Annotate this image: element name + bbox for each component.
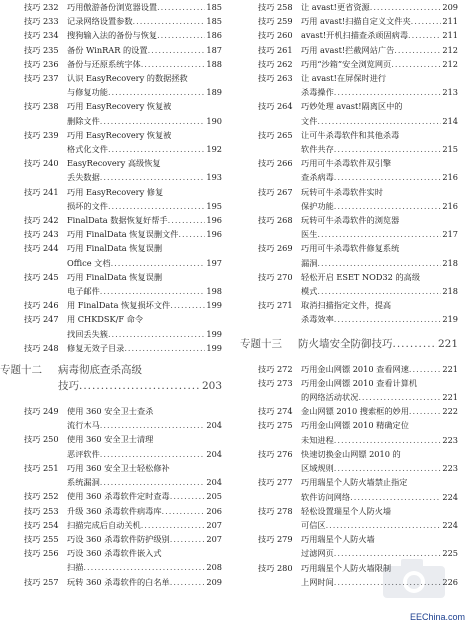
- toc-entry[interactable]: [258, 241, 458, 269]
- tip-title: 未知进程: [301, 434, 334, 445]
- page-number: 204: [206, 448, 222, 459]
- toc-entry[interactable]: [24, 57, 222, 71]
- page-number: 223: [442, 434, 458, 445]
- dot-leader: [317, 227, 441, 241]
- page-number: 215: [442, 144, 458, 155]
- dot-leader: [168, 213, 206, 227]
- left-column: [0, 0, 222, 589]
- tip-title: 杀毒操作: [301, 87, 334, 98]
- tip-number: 技巧 262: [258, 58, 293, 69]
- tip-number: 技巧 236: [24, 58, 59, 69]
- tip-number: 技巧 276: [258, 448, 293, 459]
- tip-title: 快速切换金山网镖 2010 的: [301, 448, 401, 459]
- page-number: 207: [206, 519, 222, 530]
- dot-leader: [133, 14, 206, 28]
- tip-title: 扫描: [67, 562, 84, 573]
- tip-title: 轻松设置瑞星个人防火墙: [301, 505, 392, 516]
- dot-leader: [100, 114, 206, 128]
- tip-title: 巧用 FinalData 恢复误删文件: [67, 229, 179, 240]
- tip-number: 技巧 272: [258, 363, 293, 374]
- toc-entry[interactable]: [24, 28, 222, 42]
- tip-title: 上网时间: [301, 576, 334, 587]
- dot-leader: [100, 418, 206, 432]
- dot-leader: [326, 518, 442, 532]
- tip-number: 技巧 273: [258, 377, 293, 388]
- page-number: 206: [206, 505, 222, 516]
- tip-number: 技巧 259: [258, 16, 293, 27]
- dot-leader: [409, 362, 441, 376]
- page-number: 205: [206, 491, 222, 502]
- page-number: 218: [442, 257, 458, 268]
- tip-number: 技巧 260: [258, 30, 293, 41]
- page-number: 195: [206, 200, 222, 211]
- toc-entry[interactable]: [24, 489, 222, 503]
- chapter-heading-12[interactable]: [0, 357, 222, 400]
- tip-number: 技巧 245: [24, 271, 59, 282]
- tip-number: 技巧 248: [24, 342, 59, 353]
- tip-number: 技巧 264: [258, 101, 293, 112]
- tip-title: 巧用 FinalData 恢复误删: [67, 243, 163, 254]
- tip-title: 与修复功能: [67, 87, 108, 98]
- page-number: 188: [206, 58, 222, 69]
- toc-entry[interactable]: [258, 213, 458, 241]
- tip-title: 备份与还原系统字体: [67, 58, 141, 69]
- toc-entry[interactable]: [24, 185, 222, 213]
- toc-entry[interactable]: [24, 156, 222, 184]
- chapter-label: 专题十三: [240, 337, 282, 350]
- tip-title: 玩转 360 杀毒软件的白名单: [67, 576, 170, 587]
- tip-title: 丢失数据: [67, 172, 100, 183]
- tips-list-right-top: [258, 0, 458, 327]
- dot-leader: [370, 0, 442, 14]
- tip-title: 巧用傲游备份浏览器设置: [67, 2, 158, 12]
- toc-entry[interactable]: [258, 128, 458, 156]
- tip-number: 技巧 255: [24, 533, 59, 544]
- tip-title: 巧用可牛杀毒软件双引擎: [301, 158, 392, 169]
- page-number: 216: [442, 172, 458, 183]
- toc-entry[interactable]: [24, 14, 222, 28]
- tip-title: 巧设 360 杀毒软件嵌入式: [67, 548, 162, 559]
- dot-leader: [111, 256, 206, 270]
- tip-number: 技巧 240: [24, 158, 59, 169]
- tip-title: 巧用金山网镖 2010 查看网速: [301, 363, 409, 374]
- tip-title: 可信区: [301, 519, 326, 530]
- dot-leader: [317, 114, 441, 128]
- page-number: 216: [442, 200, 458, 211]
- tip-title: FinalData 数据恢复好帮手: [67, 215, 168, 226]
- tip-title: 玩转可牛杀毒软件的浏览器: [301, 215, 400, 226]
- page-number: 204: [206, 420, 222, 431]
- tip-title: 用 CHKDSK/F 命令: [67, 314, 144, 325]
- toc-entry[interactable]: [258, 362, 458, 376]
- chapter-title-line: 防火墙安全防御技巧: [298, 337, 393, 350]
- tip-title: 恶评软件: [67, 448, 100, 459]
- toc-entry[interactable]: [258, 298, 458, 326]
- dot-leader: [334, 199, 442, 213]
- toc-entry[interactable]: [258, 185, 458, 213]
- tip-title: 修复无效子目录: [67, 342, 125, 353]
- page-number: 199: [206, 342, 222, 353]
- tip-number: 技巧 275: [258, 420, 293, 431]
- tip-number: 技巧 232: [24, 2, 59, 12]
- page-number: 209: [206, 576, 222, 587]
- page-number: 190: [206, 115, 222, 126]
- toc-entry[interactable]: [258, 376, 458, 404]
- tip-number: 技巧 251: [24, 462, 59, 473]
- toc-entry[interactable]: [24, 227, 222, 241]
- toc-entry[interactable]: [24, 504, 222, 518]
- tip-number: 技巧 239: [24, 129, 59, 140]
- tip-title: Office 文档: [67, 257, 111, 268]
- dot-leader: [100, 447, 206, 461]
- toc-entry[interactable]: [258, 0, 458, 14]
- dot-leader: [391, 57, 441, 71]
- watermark-text: EEChina.com: [409, 612, 465, 622]
- dot-leader: [317, 284, 441, 298]
- tip-number: 技巧 235: [24, 44, 59, 55]
- dot-leader: [411, 14, 442, 28]
- tip-title: 取消扫描指定文件，提高: [301, 300, 392, 311]
- tip-title: 巧妙处理 avast!隔离区中的: [301, 101, 403, 112]
- toc-entry[interactable]: [24, 0, 222, 14]
- page-number: 226: [442, 576, 458, 587]
- page-number: 224: [442, 519, 458, 530]
- dot-leader: [148, 43, 206, 57]
- toc-entry[interactable]: [258, 14, 458, 28]
- page-number: 204: [206, 477, 222, 488]
- tip-number: 技巧 241: [24, 186, 59, 197]
- toc-entry[interactable]: [24, 128, 222, 156]
- tip-number: 技巧 265: [258, 129, 293, 140]
- page-number: 213: [442, 87, 458, 98]
- toc-entry[interactable]: [258, 71, 458, 99]
- tip-title: EasyRecovery 高级恢复: [67, 158, 161, 169]
- dot-leader: [393, 336, 437, 352]
- dot-leader: [108, 199, 205, 213]
- toc-entry[interactable]: [24, 43, 222, 57]
- toc-entry[interactable]: [24, 404, 222, 432]
- page-number: 223: [442, 463, 458, 474]
- tip-title: 巧用 FinalData 恢复误删: [67, 271, 163, 282]
- tip-title: 金山网镖 2010 搜索框的妙用: [301, 406, 409, 417]
- toc-entry[interactable]: [24, 71, 222, 99]
- toc-entry[interactable]: [258, 270, 458, 298]
- page-number: 207: [206, 533, 222, 544]
- tip-title: 保护功能: [301, 200, 334, 211]
- page-number: 197: [206, 257, 222, 268]
- tip-number: 技巧 246: [24, 300, 59, 311]
- tip-title: 让 avast!在屏保时进行: [301, 73, 387, 84]
- page-number: 221: [442, 363, 458, 374]
- tip-number: 技巧 258: [258, 2, 293, 12]
- dot-leader: [334, 312, 442, 326]
- toc-entry[interactable]: [24, 213, 222, 227]
- toc-entry[interactable]: [258, 99, 458, 127]
- right-column: [240, 0, 458, 589]
- page-number: 185: [206, 16, 222, 27]
- toc-entry[interactable]: [258, 28, 458, 42]
- tip-title: 搜狗输入法的备份与恢复: [67, 30, 158, 41]
- tips-list-left-top: [24, 0, 222, 355]
- tip-number: 技巧 238: [24, 101, 59, 112]
- dot-leader: [170, 489, 206, 503]
- dot-leader: [157, 0, 205, 14]
- toc-entry[interactable]: [258, 57, 458, 71]
- tip-number: 技巧 261: [258, 44, 293, 55]
- page-number: 187: [206, 44, 222, 55]
- tip-title: 巧用 EasyRecovery 修复: [67, 186, 164, 197]
- page-number: 199: [206, 300, 222, 311]
- chapter-label: 专题十二: [0, 364, 42, 377]
- page-number: 208: [206, 562, 222, 573]
- tip-title: 找回丢失簇: [67, 328, 108, 339]
- dot-leader: [162, 504, 206, 518]
- tip-title: 漏洞: [301, 257, 318, 268]
- dot-leader: [108, 327, 205, 341]
- page-number: 186: [206, 30, 222, 41]
- dot-leader: [83, 560, 205, 574]
- camera-watermark-icon: [379, 554, 449, 602]
- tip-title: 认识 EasyRecovery 的数据拯救: [67, 73, 188, 84]
- chapter-title-line: 技巧: [58, 380, 79, 393]
- tip-title: 软件共存: [301, 144, 334, 155]
- page-number: 221: [442, 392, 458, 403]
- chapter-heading-13[interactable]: [240, 331, 458, 358]
- tip-number: 技巧 263: [258, 73, 293, 84]
- tip-title: 记录网络设置参数: [67, 16, 133, 27]
- dot-leader: [334, 142, 442, 156]
- tip-number: 技巧 271: [258, 300, 293, 311]
- tip-title: 使用 360 安全卫士清理: [67, 434, 154, 445]
- tip-title: 巧用金山网镖 2010 查看计算机: [301, 377, 418, 388]
- page-number: 196: [206, 215, 222, 226]
- toc-entry[interactable]: [24, 270, 222, 298]
- tip-number: 技巧 266: [258, 158, 293, 169]
- chapter-title-line: 病毒彻底查杀高级: [58, 364, 142, 377]
- dot-leader: [108, 85, 205, 99]
- page-number: 212: [442, 44, 458, 55]
- tip-title: 医生: [301, 229, 318, 240]
- tip-number: 技巧 254: [24, 519, 59, 530]
- tip-title: 让 avast!更省资源: [301, 2, 370, 12]
- dot-leader: [170, 532, 206, 546]
- dot-leader: [334, 433, 442, 447]
- toc-entry[interactable]: [24, 341, 222, 355]
- tip-title: 巧用可牛杀毒软件修复系统: [301, 243, 400, 254]
- toc-entry[interactable]: [24, 432, 222, 460]
- tip-title: avast!开机扫描查杀顽固病毒: [301, 30, 409, 41]
- tip-title: 巧用金山网镖 2010 精确定位: [301, 420, 409, 431]
- tip-number: 技巧 278: [258, 505, 293, 516]
- tip-title: 使用 360 安全卫士查杀: [67, 406, 154, 417]
- tip-number: 技巧 242: [24, 215, 59, 226]
- dot-leader: [157, 28, 205, 42]
- tip-number: 技巧 253: [24, 505, 59, 516]
- dot-leader: [394, 43, 441, 57]
- chapter-page-number: 203: [201, 380, 222, 393]
- tip-title: 格式化文件: [67, 144, 108, 155]
- tip-number: 技巧 279: [258, 534, 293, 545]
- page-number: 211: [442, 16, 458, 27]
- tip-title: 扫描完成后自动关机: [67, 519, 141, 530]
- tip-title: 区域规则: [301, 463, 334, 474]
- toc-entry[interactable]: [258, 404, 458, 418]
- tip-title: 用 FinalData 恢复损坏文件: [67, 300, 171, 311]
- tip-title: 巧设 360 杀毒软件防护级别: [67, 533, 170, 544]
- toc-entry[interactable]: [258, 156, 458, 184]
- tip-title: 损坏的文件: [67, 200, 108, 211]
- page-number: 212: [442, 58, 458, 69]
- dot-leader: [141, 57, 206, 71]
- tip-title: 巧用瑞星个人防火墙限制: [301, 562, 392, 573]
- tip-number: 技巧 267: [258, 186, 293, 197]
- tip-title: 升级 360 杀毒软件病毒库: [67, 505, 162, 516]
- toc-entry[interactable]: [258, 418, 458, 446]
- page-number: 199: [206, 328, 222, 339]
- tip-number: 技巧 252: [24, 491, 59, 502]
- page-number: 189: [206, 87, 222, 98]
- page-number: 217: [442, 229, 458, 240]
- page-number: 192: [206, 144, 222, 155]
- tip-number: 技巧 257: [24, 576, 59, 587]
- tip-title: 巧用 avast!扫描自定义文件夹: [301, 16, 411, 27]
- tip-title: 巧用 EasyRecovery 恢复被: [67, 101, 172, 112]
- tip-title: 巧用瑞星个人防火墙: [301, 534, 375, 545]
- tip-title: 玩转可牛杀毒软件实时: [301, 186, 383, 197]
- tip-title: 杀毒效率: [301, 314, 334, 325]
- tip-number: 技巧 247: [24, 314, 59, 325]
- tip-title: 巧用 avast!拦截网站广告: [301, 44, 395, 55]
- toc-entry[interactable]: [24, 312, 222, 340]
- toc-entry[interactable]: [24, 461, 222, 489]
- tip-title: 轻松开启 ESET NOD32 的高级: [301, 271, 421, 282]
- dot-leader: [358, 390, 441, 404]
- page-number: 209: [442, 2, 458, 12]
- dot-leader: [334, 85, 442, 99]
- dot-leader: [178, 227, 205, 241]
- dot-leader: [170, 298, 205, 312]
- tip-title: 巧用瑞星个人防火墙禁止指定: [301, 477, 408, 488]
- tip-number: 技巧 256: [24, 548, 59, 559]
- dot-leader: [108, 142, 205, 156]
- page-number: 218: [442, 286, 458, 297]
- toc-entry[interactable]: [24, 99, 222, 127]
- tip-number: 技巧 234: [24, 30, 59, 41]
- tip-title: 电子邮件: [67, 286, 100, 297]
- tip-number: 技巧 244: [24, 243, 59, 254]
- dot-leader: [317, 256, 441, 270]
- tip-number: 技巧 277: [258, 477, 293, 488]
- tip-number: 技巧 243: [24, 229, 59, 240]
- tip-number: 技巧 249: [24, 406, 59, 417]
- tip-number: 技巧 233: [24, 16, 59, 27]
- page-number: 211: [442, 30, 458, 41]
- dot-leader: [100, 284, 206, 298]
- toc-entry[interactable]: [258, 504, 458, 532]
- page-number: 193: [206, 172, 222, 183]
- tip-number: 技巧 268: [258, 215, 293, 226]
- dot-leader: [100, 475, 206, 489]
- tip-title: 文件: [301, 115, 318, 126]
- tip-title: 的网络活动状况: [301, 392, 359, 403]
- tip-title: 备份 WinRAR 的设置: [67, 44, 148, 55]
- dot-leader: [350, 490, 441, 504]
- dot-leader: [408, 28, 441, 42]
- tip-title: 过滤网页: [301, 548, 334, 559]
- tip-title: 删除文件: [67, 115, 100, 126]
- tip-number: 技巧 269: [258, 243, 293, 254]
- page-number: 185: [206, 2, 222, 12]
- tip-title: 模式: [301, 286, 318, 297]
- tip-title: 流行木马: [67, 420, 100, 431]
- tip-title: 使用 360 杀毒软件定时查毒: [67, 491, 170, 502]
- tip-title: 软件访问网络: [301, 491, 351, 502]
- page-number: 196: [206, 229, 222, 240]
- dot-leader: [79, 378, 201, 394]
- tip-number: 技巧 280: [258, 562, 293, 573]
- toc-entry[interactable]: [24, 546, 222, 574]
- tip-number: 技巧 274: [258, 406, 293, 417]
- dot-leader: [170, 575, 206, 589]
- tip-title: 让可牛杀毒软件和其他杀毒: [301, 129, 400, 140]
- dot-leader: [334, 461, 442, 475]
- page-number: 225: [442, 548, 458, 559]
- dot-leader: [100, 170, 206, 184]
- toc-entry[interactable]: [24, 518, 222, 532]
- tip-title: 查杀病毒: [301, 172, 334, 183]
- tip-number: 技巧 237: [24, 73, 59, 84]
- toc-entry[interactable]: [258, 43, 458, 57]
- toc-entry[interactable]: [258, 475, 458, 503]
- tip-title: 系统漏洞: [67, 477, 100, 488]
- dot-leader: [409, 404, 441, 418]
- toc-entry[interactable]: [24, 532, 222, 546]
- toc-entry[interactable]: [24, 241, 222, 269]
- tip-number: 技巧 250: [24, 434, 59, 445]
- page-number: 222: [442, 406, 458, 417]
- page-number: 219: [442, 314, 458, 325]
- tips-list-left-bottom: [24, 404, 222, 589]
- chapter-page-number: 221: [437, 337, 458, 350]
- toc-entry[interactable]: [24, 298, 222, 312]
- tip-title: 巧用 360 安全卫士轻松修补: [67, 462, 170, 473]
- tip-number: 技巧 270: [258, 271, 293, 282]
- tip-title: 巧用“沙箱”安全浏览网页: [301, 58, 392, 69]
- dot-leader: [141, 518, 206, 532]
- dot-leader: [334, 170, 442, 184]
- toc-entry[interactable]: [258, 447, 458, 475]
- dot-leader: [124, 341, 205, 355]
- tip-title: 巧用 EasyRecovery 恢复被: [67, 129, 172, 140]
- toc-entry[interactable]: [24, 575, 222, 589]
- page-number: 214: [442, 115, 458, 126]
- page-number: 198: [206, 286, 222, 297]
- page-number: 224: [442, 491, 458, 502]
